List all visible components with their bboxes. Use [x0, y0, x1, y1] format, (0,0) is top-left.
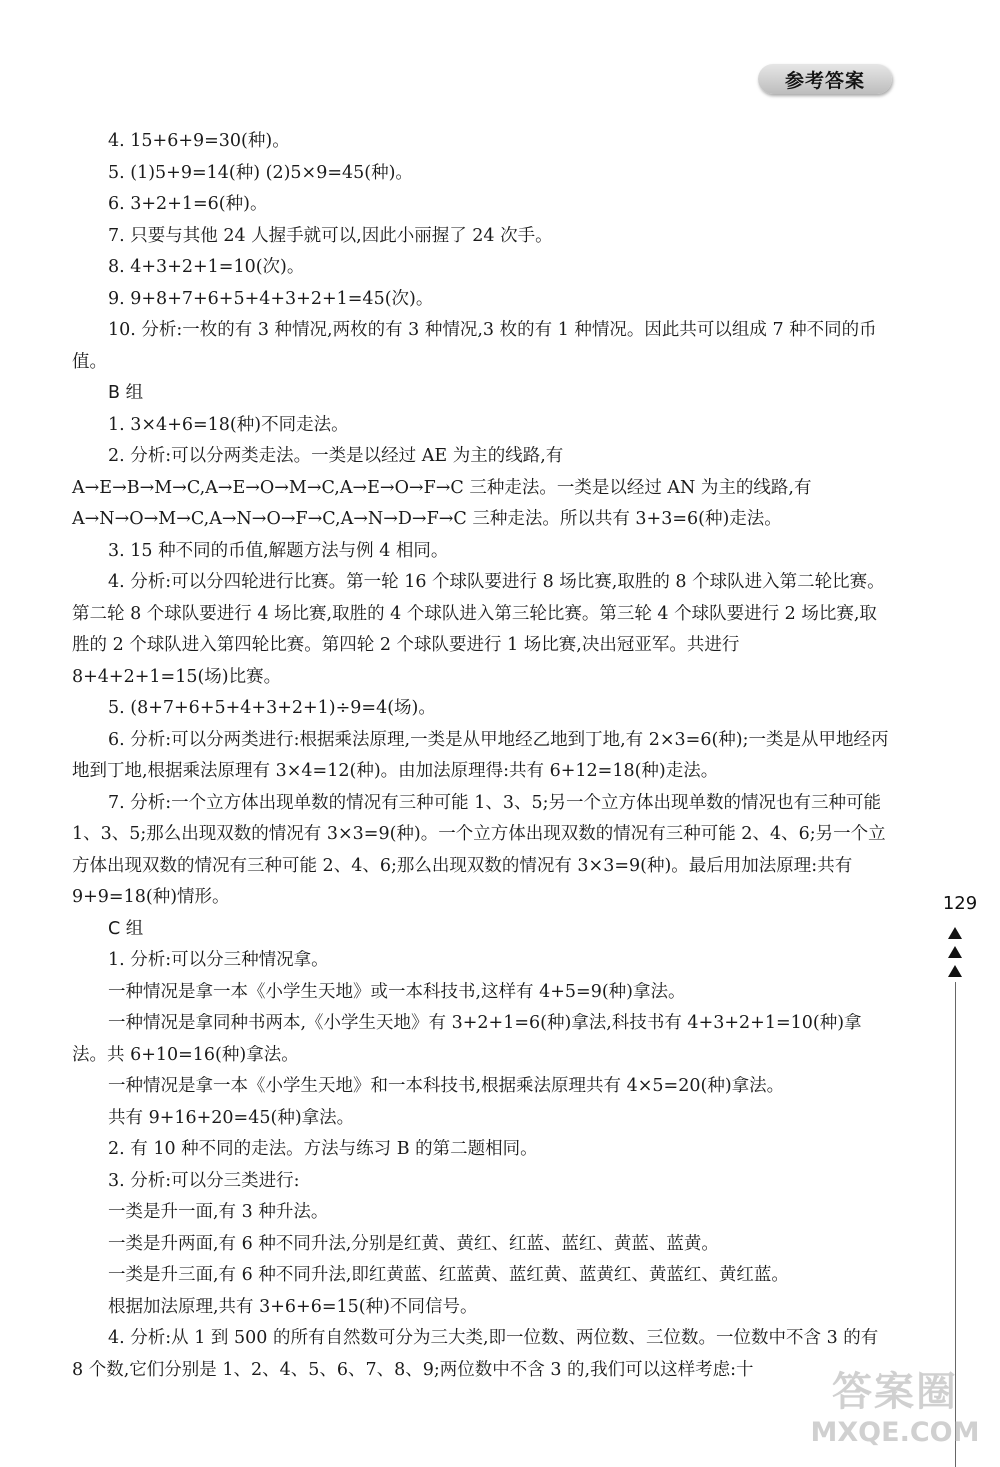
answer-line: 3. 分析:可以分三类进行: [108, 1170, 300, 1191]
answer-line: 9. 9+8+7+6+5+4+3+2+1=45(次)。 [108, 288, 434, 309]
answer-line: 4. 15+6+9=30(种)。 [108, 131, 290, 151]
answer-line: 2. 有 10 种不同的走法。方法与练习 B 的第二题相同。 [108, 1139, 538, 1159]
answer-line: 1. 分析:可以分三种情况拿。 [108, 950, 329, 970]
watermark-logo-text: 答案圈 [832, 1369, 958, 1415]
answer-line: 5. (8+7+6+5+4+3+2+1)÷9=4(场)。 [108, 698, 436, 718]
answer-line: 1. 3×4+6=18(种)不同走法。 [108, 414, 349, 435]
watermark-url: MXQE.COM [810, 1417, 980, 1448]
answer-line: 4. 分析:从 1 到 500 的所有自然数可分为三大类,即一位数、两位数、三位数。一位数中不含 3 的有 8 个数,它们分别是 1、2、4、5、6、7、8、9;两位数中不含 3 的,我们可以这样考虑:十 [72, 1328, 879, 1380]
answer-line: 10. 分析:一枚的有 3 种情况,两枚的有 3 种情况,3 枚的有 1 种情况。因此共可以组成 7 种不同的币值。 [72, 320, 877, 372]
triangle-marker-icon [948, 965, 962, 977]
answer-line: 7. 只要与其他 24 人握手就可以,因此小丽握了 24 次手。 [108, 225, 553, 246]
section-badge [758, 64, 892, 94]
answer-line: 4. 分析:可以分四轮进行比赛。第一轮 16 个球队要进行 8 场比赛,取胜的 8 个球队进入第二轮比赛。第二轮 8 个球队要进行 4 场比赛,取胜的 4 个球队进入第三轮比赛。第三轮 4 个球队要进行 2 场比赛,取胜的 2 个球队进入第四轮比赛。第四轮 2 个球队要进行 1 场比赛,决出冠亚军。共进行 8+4+2+1=15(场)比赛。 [72, 572, 885, 687]
watermark [800, 1368, 990, 1450]
answer-line: 8. 4+3+2+1=10(次)。 [108, 257, 305, 277]
group-heading-c: C 组 [108, 918, 144, 939]
answer-line: 一种情况是拿一本《小学生天地》和一本科技书,根据乘法原理共有 4×5=20(种)拿法。 [108, 1076, 785, 1096]
answer-line: 一类是升两面,有 6 种不同升法,分别是红黄、黄红、红蓝、蓝红、黄蓝、蓝黄。 [108, 1233, 719, 1254]
answer-line: 3. 15 种不同的币值,解题方法与例 4 相同。 [108, 540, 449, 561]
answer-line: 7. 分析:一个立方体出现单数的情况有三种可能 1、3、5;另一个立方体出现单数的情况也有三种可能 1、3、5;那么出现双数的情况有 3×3=9(种)。一个立方体出现双数的情况有三种可能 2、4、6;另一个立方体出现双数的情况有三种可能 2、4、6;那么出现双数的情况有 3×3=9(种)。最后用加法原理:共有 9+9=18(种)情形。 [72, 792, 886, 907]
answer-line: 6. 分析:可以分两类进行:根据乘法原理,一类是从甲地经乙地到丁地,有 2×3=6(种);一类是从甲地经丙地到丁地,根据乘法原理有 3×4=12(种)。由加法原理得:共有 6+12=18(种)走法。 [72, 729, 889, 781]
section-badge-label: 参考答案 [784, 69, 865, 92]
triangle-marker-icon [948, 946, 962, 958]
answer-line: 一种情况是拿一本《小学生天地》或一本科技书,这样有 4+5=9(种)拿法。 [108, 981, 686, 1002]
answer-line: 6. 3+2+1=6(种)。 [108, 194, 268, 214]
page-number: 129 [942, 893, 978, 914]
answer-line: 一类是升一面,有 3 种升法。 [108, 1202, 329, 1222]
group-heading-b: B 组 [108, 383, 144, 403]
answer-text [72, 126, 892, 1386]
answer-line: 共有 9+16+20=45(种)拿法。 [108, 1107, 355, 1128]
triangle-marker-icon [948, 927, 962, 939]
answer-line: 5. (1)5+9=14(种) (2)5×9=45(种)。 [108, 162, 413, 183]
answer-line: 根据加法原理,共有 3+6+6=15(种)不同信号。 [108, 1296, 478, 1317]
answer-line: 2. 分析:可以分两类走法。一类是以经过 AE 为主的线路,有 A→E→B→M→C,A→E→O→M→C,A→E→O→F→C 三种走法。一类是以经过 AN 为主的线路,有 A→N→O→M→C,A→N→O→F→C,A→N→D→F→C 三种走法。所以共有 3+3=6(种)走法。 [72, 446, 812, 529]
answer-line: 一种情况是拿同种书两本,《小学生天地》有 3+2+1=6(种)拿法,科技书有 4+3+2+1=10(种)拿法。共 6+10=16(种)拿法。 [72, 1013, 862, 1065]
answer-line: 一类是升三面,有 6 种不同升法,即红黄蓝、红蓝黄、蓝红黄、蓝黄红、黄蓝红、黄红蓝。 [108, 1265, 789, 1285]
